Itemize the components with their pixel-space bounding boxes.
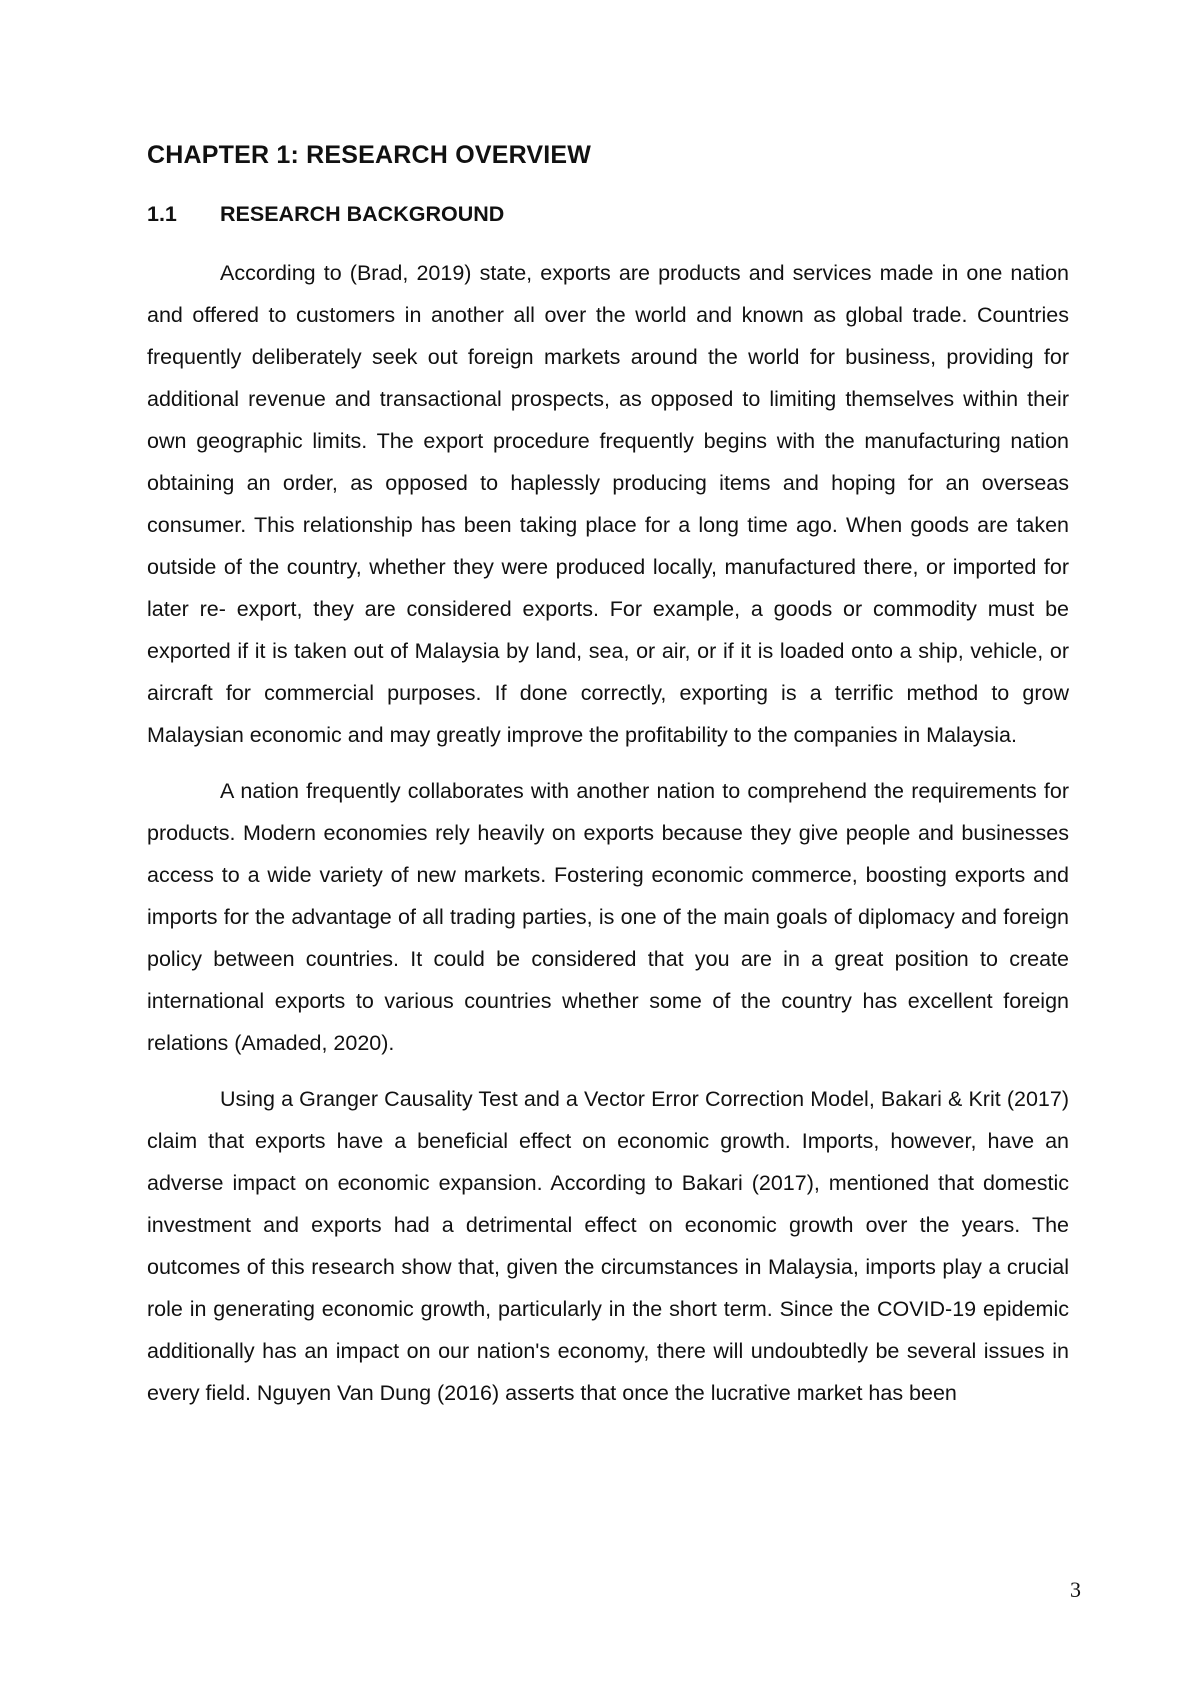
paragraph-economic-growth: Using a Granger Causality Test and a Vector Error Correction Model, Bakari & Krit (2017) claim that exports have a beneficial effect on economic growth. Imports, however, have an adverse impact on economic expansion. According to Bakari (2017), mentioned that domestic investment and exports had a detrimental effect on economic growth over the years. The outcomes of this research show that, given the circumstances in Malaysia, imports play a crucial role in generating economic growth, particularly in the short term. Since the COVID-19 epidemic additionally has an impact on our nation's economy, there will undoubtedly be several issues in every field. Nguyen Van Dung (2016) asserts that once the lucrative market has been — [147, 1087, 1069, 1405]
section-number: 1.1 — [147, 202, 177, 226]
page-number: 3 — [1070, 1577, 1081, 1602]
section-title: RESEARCH BACKGROUND — [220, 202, 505, 226]
section-heading — [147, 202, 504, 227]
paragraph-nation-collaboration: A nation frequently collaborates with another nation to comprehend the requirements for products. Modern economies rely heavily on exports because they give people and businesses access to a wide variety of new markets. Fostering economic commerce, boosting exports and imports for the advantage of all trading parties, is one of the main goals of diplomacy and foreign policy between countries. It could be considered that you are in a great position to create international exports to various countries whether some of the country has excellent foreign relations (Amaded, 2020). — [147, 779, 1069, 1055]
paragraph-export-definition: According to (Brad, 2019) state, exports are products and services made in one nation and offered to customers in another all over the world and known as global trade. Countries frequently deliberately seek out foreign markets around the world for business, providing for additional revenue and transactional prospects, as opposed to limiting themselves within their own geographic limits. The export procedure frequently begins with the manufacturing nation obtaining an order, as opposed to haplessly producing items and hoping for an overseas consumer. This relationship has been taking place for a long time ago. When goods are taken outside of the country, whether they were produced locally, manufactured there, or imported for later re- export, they are considered exports. For example, a goods or commodity must be exported if it is taken out of Malaysia by land, sea, or air, or if it is loaded onto a ship, vehicle, or aircraft for commercial purposes. If done correctly, exporting is a terrific method to grow Malaysian economic and may greatly improve the profitability to the companies in Malaysia. — [147, 261, 1069, 747]
body-text — [147, 252, 1069, 1428]
chapter-title: CHAPTER 1: RESEARCH OVERVIEW — [147, 141, 592, 169]
